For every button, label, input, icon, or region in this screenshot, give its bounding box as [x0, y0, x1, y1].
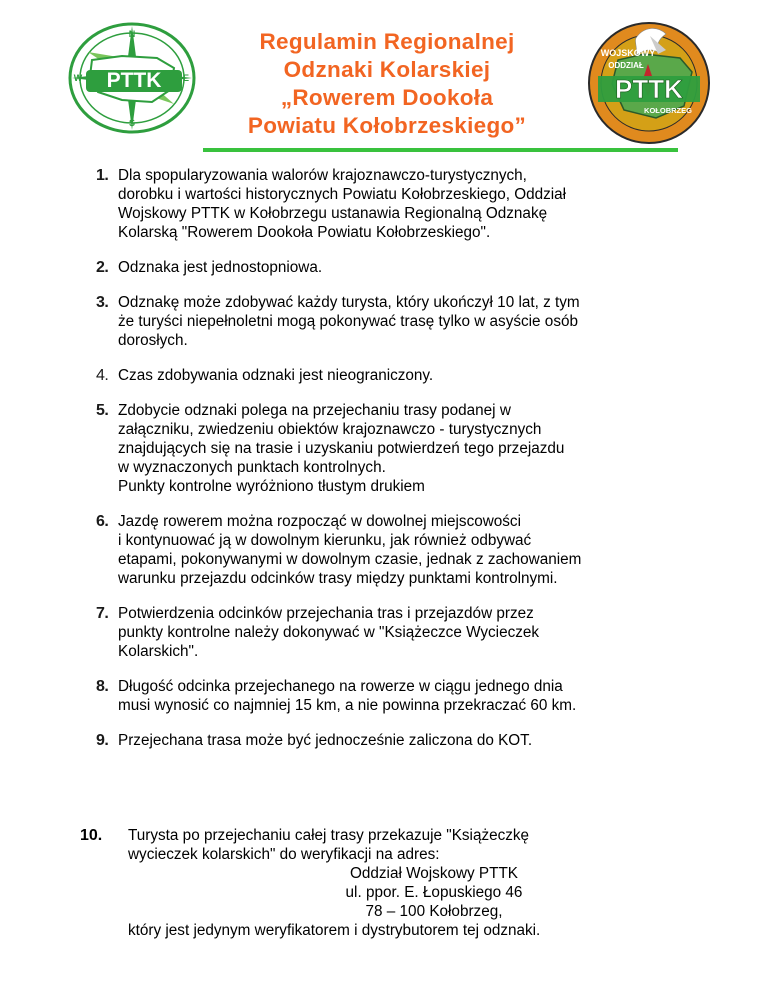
item-text: Odznaka jest jednostopniowa.	[118, 259, 323, 276]
svg-text:KOŁOBRZEG: KOŁOBRZEG	[644, 106, 692, 115]
address-line: ul. ppor. E. Łopuskiego 46	[345, 884, 523, 901]
item-text: Potwierdzenia odcinków przejechania tras i przejazdów przez punkty kontrolne należy dokonywać w "Książeczce Wycieczek Kolarskich".	[118, 605, 540, 660]
address-line: Oddział Wojskowy PTTK	[349, 865, 519, 882]
svg-text:W: W	[73, 73, 83, 83]
item-text: Turysta po przejechaniu całej trasy przekazuje "Książeczkę	[128, 827, 530, 844]
svg-text:N: N	[128, 29, 136, 39]
address-block	[80, 864, 720, 921]
regulation-list	[96, 166, 716, 766]
list-item	[96, 293, 716, 350]
wojskowy-pttk-kolobrzeg-logo	[584, 20, 714, 146]
item-text: wycieczek kolarskich" do weryfikacji na adres:	[128, 846, 440, 863]
svg-text:E: E	[182, 73, 190, 83]
list-item	[96, 258, 716, 277]
item-text: który jest jedynym weryfikatorem i dystrybutorem tej odznaki.	[128, 922, 541, 939]
item-text: Dla spopularyzowania walorów krajoznawczo-turystycznych, dorobku i wartości historycznych Powiatu Kołobrzeskiego, Oddział Wojskowy PTTK w Kołobrzegu ustanawia Regionalną Odznakę Kolarską "Rowerem Dookoła Powiatu Kołobrzeskiego".	[118, 167, 567, 241]
item-text: Zdobycie odznaki polega na przejechaniu trasy podanej w załączniku, zwiedzeniu obiektów krajoznawczo - turystycznych znajdujących się na trasie i uzyskaniu potwierdzeń tego przejazdu w wyznaczonych punktach kontrolnych. Punkty kontrolne wyróżniono tłustym drukiem	[118, 402, 565, 495]
pttk-compass-logo	[62, 20, 202, 136]
item-text: Czas zdobywania odznaki jest nieograniczony.	[118, 367, 434, 384]
svg-text:PTTK: PTTK	[615, 74, 683, 104]
item-number: 9.	[96, 732, 109, 749]
svg-text:WOJSKOWY: WOJSKOWY	[600, 48, 656, 58]
item-text: Odznakę może zdobywać każdy turysta, który ukończył 10 lat, z tym że turyści niepełnoletni mogą pokonywać trasę tylko w asyście osób dorosłych.	[118, 294, 580, 349]
list-item	[96, 366, 716, 385]
page-title: Regulamin Regionalnej Odznaki Kolarskiej „Rowerem Dookoła Powiatu Kołobrzeskiego”	[247, 29, 527, 138]
item-number: 10.	[80, 827, 103, 844]
item-number: 8.	[96, 678, 109, 695]
item-text: Jazdę rowerem można rozpocząć w dowolnej miejscowości i kontynuować ją w dowolnym kierunku, jak również odbywać etapami, pokonywanymi w dowolnym czasie, jednak z zachowaniem warunku przejazdu odcinków trasy między punktami kontrolnymi.	[118, 513, 582, 587]
svg-text:S: S	[128, 118, 136, 128]
item-number: 7.	[96, 605, 109, 622]
item-text: Długość odcinka przejechanego na rowerze w ciągu jednego dnia musi wynosić co najmniej 15 km, a nie powinna przekraczać 60 km.	[118, 678, 577, 714]
item-text: Przejechana trasa może być jednocześnie zaliczona do KOT.	[118, 732, 533, 749]
item-number: 3.	[96, 294, 109, 311]
list-item	[96, 512, 716, 588]
item-number: 1.	[96, 167, 109, 184]
list-item-10	[80, 826, 720, 940]
list-item	[96, 604, 716, 661]
list-item	[96, 731, 716, 750]
item-number: 2.	[96, 259, 109, 276]
svg-text:ODDZIAŁ: ODDZIAŁ	[608, 61, 644, 70]
item-number: 5.	[96, 402, 109, 419]
pttk-logo-text: PTTK	[106, 69, 162, 92]
address-line: 78 – 100 Kołobrzeg,	[365, 903, 503, 920]
item-number: 6.	[96, 513, 109, 530]
list-item	[96, 677, 716, 715]
header-divider	[203, 148, 678, 152]
item-number: 4.	[96, 367, 109, 384]
list-item	[96, 166, 716, 242]
list-item	[96, 401, 716, 496]
